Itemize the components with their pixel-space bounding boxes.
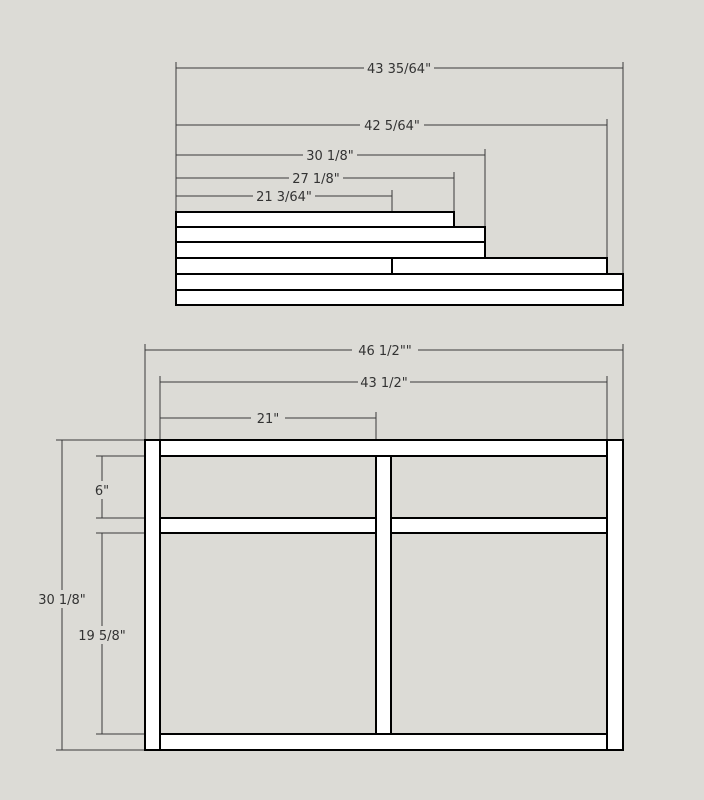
dim-label-fourth: 27 1/8" <box>292 172 340 187</box>
board-top-row <box>176 212 454 227</box>
frame-bottom-rail <box>160 734 607 750</box>
dim-label-second: 42 5/64" <box>364 119 420 134</box>
frame-center-mullion <box>376 456 391 734</box>
frame-middle-rail-left <box>160 518 376 533</box>
front-view <box>34 342 623 750</box>
dim-label-fifth: 21 3/64" <box>256 190 312 205</box>
dim-label-overall: 43 35/64" <box>366 62 432 77</box>
dim-label-half-width: 21" <box>256 412 280 427</box>
top-view <box>176 60 623 305</box>
board-fifth-row <box>176 274 623 290</box>
dim-label-lower-opening: 19 5/8" <box>78 629 126 644</box>
frame-left-stile <box>145 440 160 750</box>
board-fourth-row-right <box>392 258 607 274</box>
frame-top-rail <box>160 440 607 456</box>
frame-middle-rail-right <box>391 518 607 533</box>
dim-label-third: 30 1/8" <box>306 149 354 164</box>
board-second-row <box>176 227 485 242</box>
board-bottom-row <box>176 290 623 305</box>
board-third-row <box>176 242 485 258</box>
dim-label-overall-width: 46 1/2"" <box>358 344 412 359</box>
frame-right-stile <box>607 440 623 750</box>
dim-label-top-gap: 6" <box>94 484 110 499</box>
dim-label-inner-width: 43 1/2" <box>360 376 408 391</box>
dim-label-overall-height: 30 1/8" <box>38 593 86 608</box>
board-fourth-row-left <box>176 258 392 274</box>
